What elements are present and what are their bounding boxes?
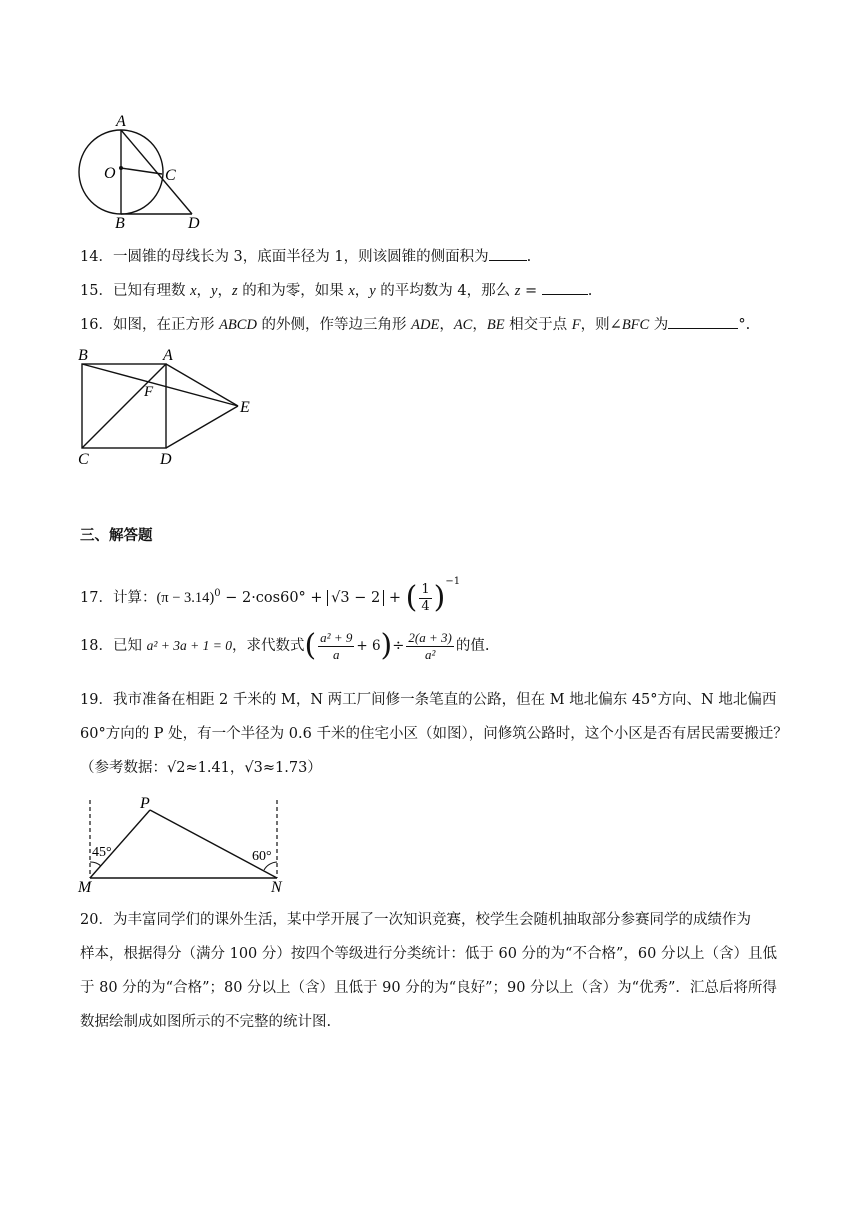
q18-lparen: (	[304, 628, 317, 663]
q16-bfc: BFC	[621, 317, 650, 333]
q16-ade: ADE	[411, 317, 440, 333]
label-e: E	[240, 399, 250, 416]
segment-de	[166, 406, 238, 448]
label-o: O	[104, 165, 116, 182]
q18-frac2-num: 2(a + 3)	[408, 629, 452, 645]
q18-number: 18．	[80, 638, 113, 654]
q14-answer-blank[interactable]	[489, 246, 527, 261]
question-20-line-3: 于 80 分的为“合格”；80 分以上（含）且低于 90 分的为“良好”；90 分以上（含）为“优秀”．汇总后将所得	[80, 980, 777, 996]
q14-number: 14．	[80, 249, 113, 265]
q17-number: 17．	[80, 590, 113, 606]
q17-zero-exp: 0	[214, 588, 221, 600]
q15-text-b: 的和为零，如果	[237, 283, 349, 299]
segment-np	[150, 810, 277, 878]
q16-sep2: ，	[472, 317, 487, 333]
label-c: C	[78, 451, 89, 468]
q14-text: 一圆锥的母线长为 3，底面半径为 1，则该圆锥的侧面积为	[112, 249, 489, 265]
circle-tangent-figure	[72, 110, 212, 232]
label-60: 60°	[252, 849, 272, 864]
q15-answer-blank[interactable]	[542, 280, 588, 295]
question-20-line-4: 数据绘制成如图所示的不完整的统计图.	[80, 1014, 332, 1030]
q17-abs-inner: √3 − 2	[331, 590, 381, 606]
q19-number: 19．	[80, 692, 113, 708]
q17-abs	[327, 590, 384, 606]
square-triangle-figure	[72, 344, 262, 470]
question-19-line-1	[80, 690, 776, 710]
segment-ac	[82, 364, 166, 448]
q15-x: x	[190, 283, 197, 299]
question-18	[80, 626, 489, 666]
q15-end: .	[587, 283, 593, 299]
label-n: N	[271, 879, 282, 894]
q17-neg1-exp: −1	[445, 576, 461, 587]
q15-sep1: ，	[196, 283, 211, 299]
q16-f: F	[571, 317, 581, 333]
label-d: D	[160, 451, 172, 468]
q17-frac-den: 4	[421, 598, 430, 614]
label-m: M	[78, 879, 92, 894]
q16-number: 16．	[80, 317, 113, 333]
q17-plus: +	[384, 590, 406, 606]
q16-answer-blank[interactable]	[668, 314, 738, 329]
q16-text-a: 如图，在正方形	[112, 317, 220, 333]
q15-number: 15．	[80, 283, 113, 299]
question-19-line-3: （参考数据：√2≈1.41，√3≈1.73）	[80, 760, 322, 776]
q16-text-d: ，则∠	[580, 317, 622, 333]
label-b: B	[78, 347, 88, 364]
q15-sep3: ，	[354, 283, 370, 299]
label-c: C	[165, 167, 176, 184]
q18-text-b: ，求代数式	[231, 638, 305, 654]
segment-ad	[121, 130, 192, 214]
segment-ae	[166, 364, 238, 406]
q19-line1: 我市准备在相距 2 千米的 M，N 两工厂间修一条笔直的公路，但在 M 地北偏东 45°方向、N 地北偏西	[112, 692, 777, 708]
q18-condition: a² + 3a + 1 = 0	[146, 638, 232, 653]
q17-fraction	[419, 582, 431, 615]
q15-y2: y	[369, 283, 376, 299]
question-17	[80, 564, 461, 615]
q16-text-e: 为	[649, 317, 669, 333]
question-19-line-2: 60°方向的 P 处，有一个半径为 0.6 千米的住宅小区（如图），问修筑公路时，这个小区是否有居民需要搬迁？	[80, 726, 788, 742]
q18-frac1-den: a	[333, 646, 340, 662]
q15-sep2: ，	[217, 283, 232, 299]
q18-text-c: 的值.	[455, 638, 490, 654]
q18-frac1-num: a² + 9	[320, 629, 353, 645]
q15-z2: z	[514, 283, 521, 299]
angle-arc-m	[90, 862, 101, 866]
q17-mid: − 2·cos60° +	[220, 590, 328, 606]
q18-div: ÷	[392, 638, 405, 654]
q17-pi-part: (π − 3.14)	[156, 590, 215, 606]
q17-lparen: (	[405, 580, 418, 615]
q15-x2: x	[348, 283, 355, 299]
q18-rparen: )	[380, 628, 393, 663]
q18-fraction-2	[406, 630, 453, 663]
label-45: 45°	[92, 845, 112, 860]
q17-frac-num: 1	[421, 581, 430, 597]
q18-fraction-1	[318, 630, 354, 663]
label-p: P	[140, 795, 150, 812]
q14-end: .	[526, 249, 532, 265]
question-16	[80, 314, 750, 335]
q16-abcd: ABCD	[219, 317, 257, 333]
q20-line1: 为丰富同学们的课外生活，某中学开展了一次知识竞赛，校学生会随机抽取部分参赛同学的成绩作为	[112, 912, 751, 928]
q16-text-c: 相交于点	[504, 317, 572, 333]
road-figure	[74, 794, 294, 894]
question-14	[80, 246, 531, 267]
q15-y: y	[211, 283, 218, 299]
label-a: A	[163, 347, 173, 364]
q15-z: z	[231, 283, 238, 299]
q16-ac: AC	[453, 317, 473, 333]
q15-text-a: 已知有理数	[112, 283, 191, 299]
q15-eq: =	[520, 283, 542, 299]
q18-plus6: + 6	[356, 638, 381, 654]
segment-mp	[90, 810, 150, 878]
q16-sep: ，	[439, 317, 454, 333]
label-d: D	[188, 215, 200, 232]
question-20-line-1	[80, 910, 751, 930]
q16-end: °.	[738, 317, 751, 333]
q17-rparen: )	[433, 580, 446, 615]
section-heading: 三、解答题	[80, 527, 153, 544]
q16-be: BE	[486, 317, 505, 333]
question-15	[80, 280, 592, 301]
center-dot	[119, 166, 123, 170]
q20-number: 20．	[80, 912, 113, 928]
q17-label: 计算：	[112, 590, 157, 606]
q16-text-b: 的外侧，作等边三角形	[256, 317, 412, 333]
question-20-line-2: 样本，根据得分（满分 100 分）按四个等级进行分类统计：低于 60 分的为“不合格”，60 分以上（含）且低	[80, 946, 777, 962]
q18-text-a: 已知	[112, 638, 147, 654]
q18-frac2-den: a²	[424, 646, 436, 662]
label-a: A	[116, 113, 126, 130]
label-f: F	[144, 384, 154, 400]
label-b: B	[115, 215, 125, 232]
q15-text-c: 的平均数为 4，那么	[375, 283, 515, 299]
